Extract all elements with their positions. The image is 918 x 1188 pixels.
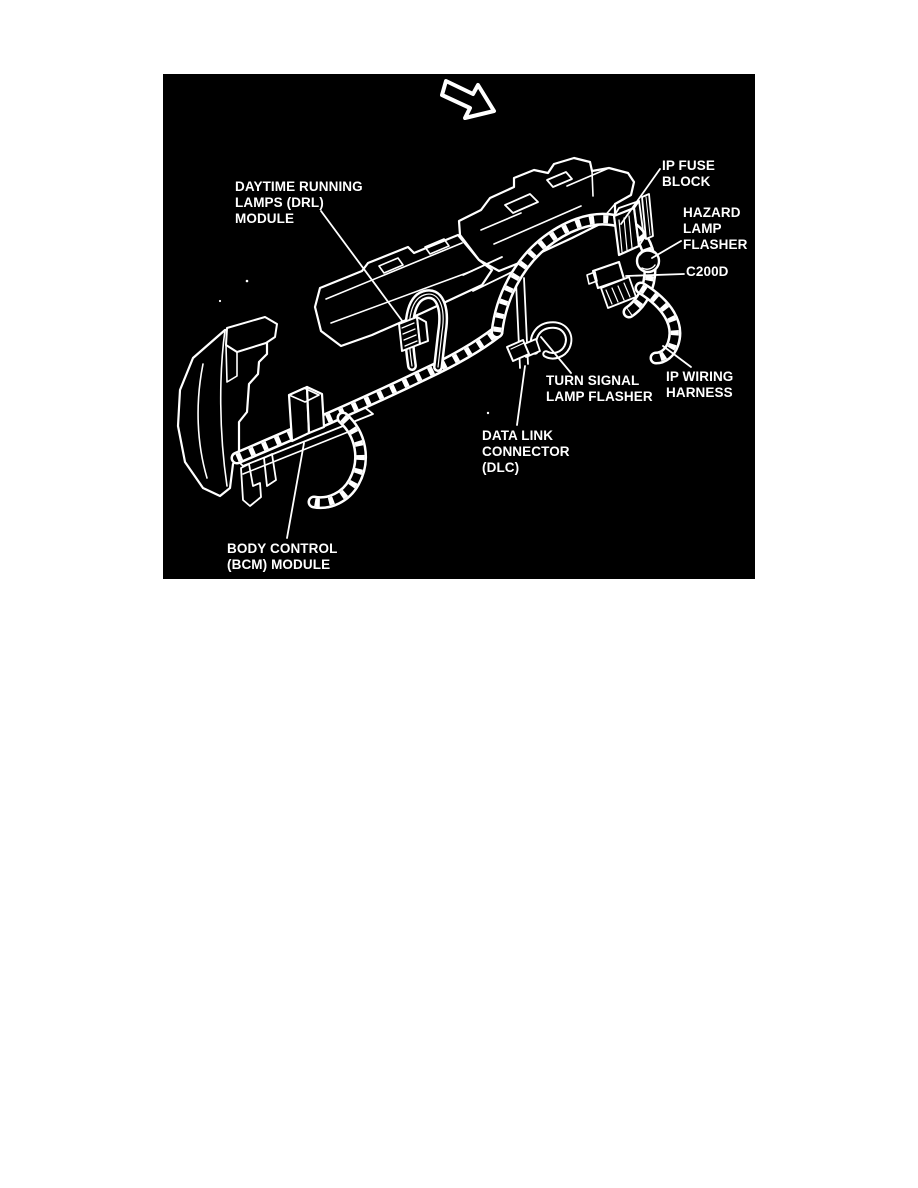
label-ip-fuse-block	[662, 158, 715, 190]
label-c200d	[686, 264, 729, 280]
harness-end-curl	[641, 288, 675, 358]
leader-line-bcm	[287, 443, 304, 538]
label-line: BLOCK	[662, 174, 711, 189]
harness-main-run	[237, 332, 497, 458]
label-turn-signal-lamp-flasher	[546, 373, 653, 405]
label-line: HARNESS	[666, 385, 733, 400]
label-line: (DLC)	[482, 460, 520, 475]
leader-line-hazard-flasher	[652, 241, 681, 258]
label-ip-wiring-harness	[666, 369, 733, 401]
label-bcm-module	[227, 541, 337, 573]
harness-branch-curl	[314, 418, 361, 503]
hazard-lamp-flasher-shape	[637, 250, 659, 272]
label-line: LAMP FLASHER	[546, 389, 653, 404]
label-line: (BCM) MODULE	[227, 557, 331, 572]
label-line: BODY CONTROL	[227, 541, 338, 556]
label-line: MODULE	[235, 211, 295, 226]
label-line: CONNECTOR	[482, 444, 570, 459]
label-hazard-lamp-flasher	[683, 205, 747, 253]
label-line: DATA LINK	[482, 428, 554, 443]
c200d-connector-shape	[587, 262, 636, 308]
label-line: TURN SIGNAL	[546, 373, 640, 388]
diagram-artwork	[163, 74, 755, 579]
leader-line-c200d	[626, 274, 684, 276]
label-data-link-connector	[482, 428, 570, 476]
label-line: IP WIRING	[666, 369, 734, 384]
label-line: DAYTIME RUNNING	[235, 179, 363, 194]
leader-line-dlc	[517, 366, 525, 425]
figure-panel	[163, 74, 755, 579]
bcm-module-shape	[289, 387, 324, 441]
label-line: IP FUSE	[662, 158, 715, 173]
direction-arrow-icon	[442, 81, 494, 118]
label-line: LAMP	[683, 221, 722, 236]
label-line: C200D	[686, 264, 729, 279]
label-drl-module	[235, 179, 363, 227]
label-line: FLASHER	[683, 237, 748, 252]
label-line: LAMPS (DRL)	[235, 195, 324, 210]
label-line: HAZARD	[683, 205, 741, 220]
